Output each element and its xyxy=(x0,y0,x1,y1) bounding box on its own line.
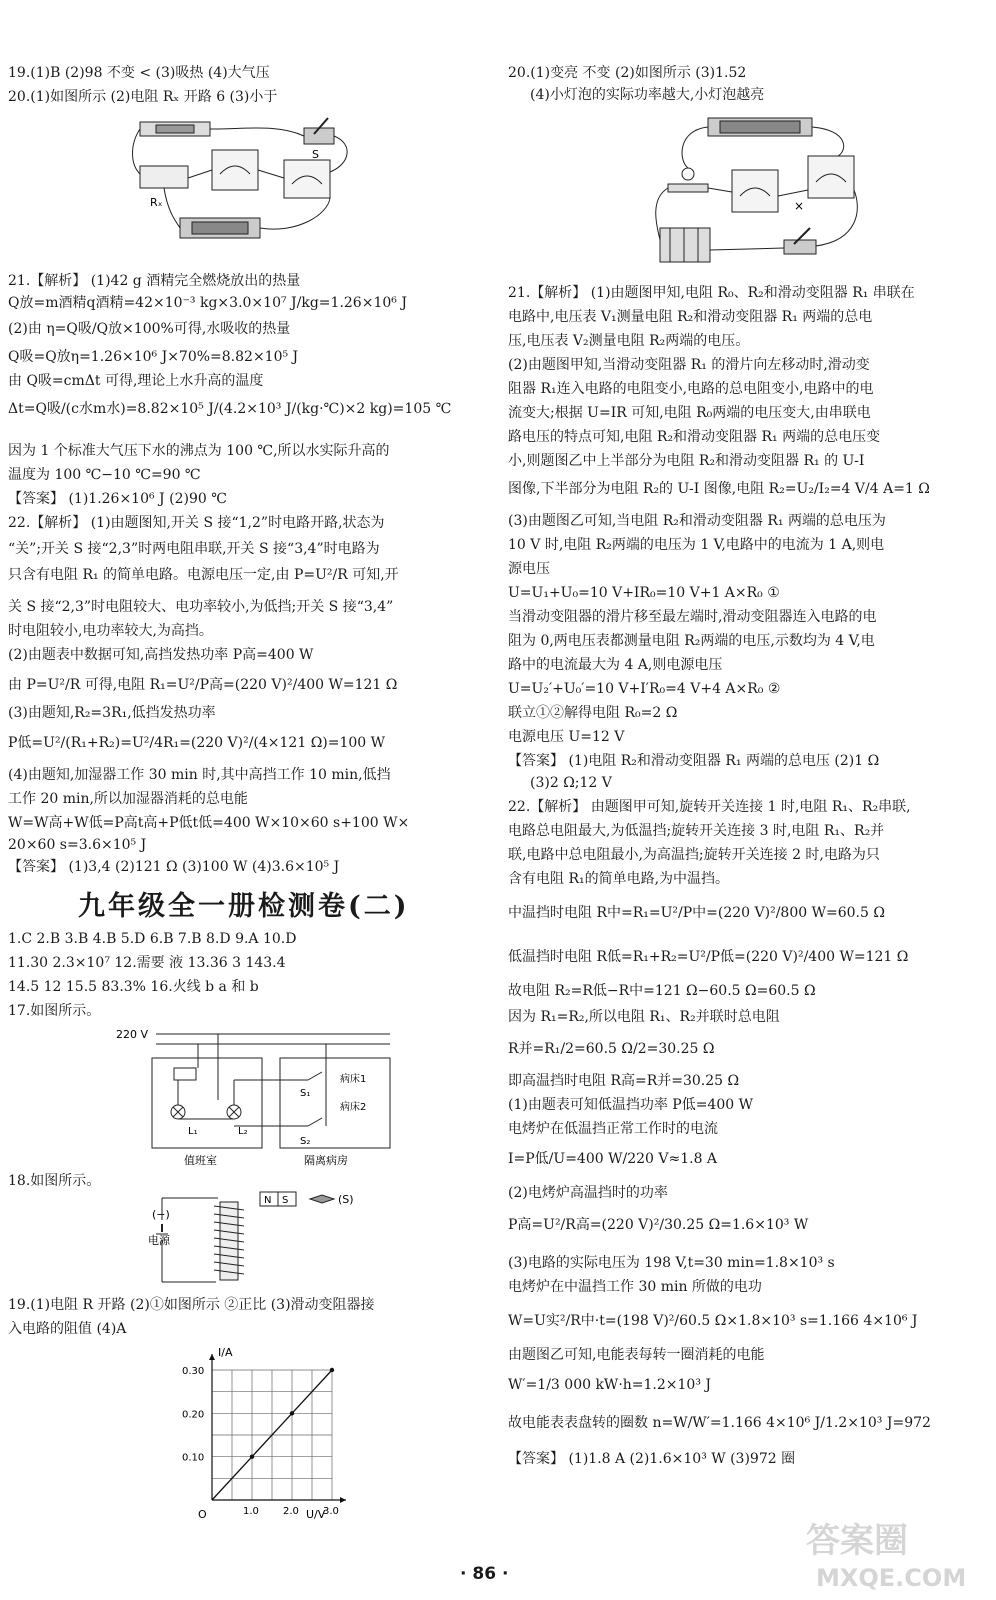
r-q22-line-11: (1)由题表可知低温挡功率 P低=400 W xyxy=(508,1097,753,1113)
q21-line-5: 由 Q吸=cmΔt 可得,理论上水升高的温度 xyxy=(8,373,264,389)
data-point xyxy=(330,1368,334,1372)
rx-label: Rₓ xyxy=(150,196,163,209)
minus-pole-label: (−) xyxy=(152,1208,170,1221)
q21-line-4: Q吸=Q放η=1.26×10⁶ J×70%=8.82×10⁵ J xyxy=(8,349,299,365)
q21-line-2: Q放=m酒精q酒精=42×10⁻³ kg×3.0×10⁷ J/kg=1.26×10⁶ J xyxy=(8,295,407,311)
bed2-label: 病床2 xyxy=(340,1102,367,1113)
q22-answer: 【答案】 (1)3,4 (2)121 Ω (3)100 W (4)3.6×10⁵ J xyxy=(8,859,340,875)
r-q22-line-13: I=P低/U=400 W/220 V≈1.8 A xyxy=(508,1151,718,1167)
x-tick-label: 1.0 xyxy=(243,1506,259,1517)
r-q21-eq1: U=U₁+U₀=10 V+IR₀=10 V+1 A×R₀ ① xyxy=(508,585,780,601)
answer-19: 19.(1)B (2)98 不变 < (3)吸热 (4)大气压 xyxy=(8,65,270,81)
q22-line-8: (3)由题知,R₂=3R₁,低挡发热功率 xyxy=(8,705,216,721)
r-q22-line-21: 故电能表表盘转的圈数 n=W/W′=1.166 4×10⁶ J/1.2×10³ J=972 xyxy=(508,1415,931,1431)
q22-line-9: P低=U²/(R₁+R₂)=U²/4R₁=(220 V)²/(4×121 Ω)=100 W xyxy=(8,735,386,751)
y-axis-arrow-icon xyxy=(209,1354,215,1360)
fill-answers-1: 11.30 2.3×10⁷ 12.需要 液 13.36 3 143.4 xyxy=(8,955,286,971)
r-q21-line-8: 小,则题图乙中上半部分为电阻 R₂和滑动变阻器 R₁ 的 U-I xyxy=(508,453,865,469)
r-q21-line-18: 联立①②解得电阻 R₀=2 Ω xyxy=(508,705,678,721)
r-q22-line-15: P高=U²/R高=(220 V)²/30.25 Ω=1.6×10³ W xyxy=(508,1217,809,1233)
watermark-url: MXQE.COM xyxy=(816,1564,967,1592)
q21-line-7: 因为 1 个标准大气压下水的沸点为 100 ℃,所以水实际升高的 xyxy=(8,443,390,459)
q22-line-13: 20×60 s=3.6×10⁵ J xyxy=(8,837,147,853)
q22-line-11: 工作 20 min,所以加湿器消耗的总电能 xyxy=(8,791,248,807)
l2-label: L₂ xyxy=(238,1126,248,1137)
r-q22-line-16: (3)电路的实际电压为 198 V,t=30 min=1.8×10³ s xyxy=(508,1255,835,1271)
y-axis-label: I/A xyxy=(218,1346,233,1359)
r-q22-line-9: R并=R₁/2=60.5 Ω/2=30.25 Ω xyxy=(508,1041,715,1057)
x-tick-label: 2.0 xyxy=(283,1506,299,1517)
x-axis-arrow-icon xyxy=(340,1497,346,1503)
r-q21-line-15: 阻为 0,两电压表都测量电阻 R₂两端的电压,示数均为 4 V,电 xyxy=(508,633,875,649)
q19-line-2: 入电路的阻值 (4)A xyxy=(8,1321,127,1337)
answer-17: 17.如图所示。 xyxy=(8,1003,101,1019)
r-q22-line-19: 由题图乙可知,电能表每转一圈消耗的电能 xyxy=(508,1347,765,1363)
answer-20-right-2: (4)小灯泡的实际功率越大,小灯泡越亮 xyxy=(530,87,765,103)
data-point xyxy=(290,1411,294,1415)
isolation-ward-label: 隔离病房 xyxy=(304,1154,348,1167)
circuit-figure-20-right xyxy=(648,110,878,270)
cross-mark-icon: × xyxy=(794,199,805,213)
power-source-label: 电源 xyxy=(148,1234,170,1247)
page-number: · 86 · xyxy=(460,1564,509,1584)
r-q21-line-5: 阻器 R₁连入电路的电阻变小,电路的总电阻变小,电路中的电 xyxy=(508,381,874,397)
r-q22-line-5: 中温挡时电阻 R中=R₁=U²/P中=(220 V)²/800 W=60.5 Ω xyxy=(508,905,885,921)
r-q22-line-6: 低温挡时电阻 R低=R₁+R₂=U²/P低=(220 V)²/400 W=121 Ω xyxy=(508,949,909,965)
section-title: 九年级全一册检测卷(二) xyxy=(78,891,410,922)
s-pole-label: S xyxy=(282,1195,289,1206)
q21-line-8: 温度为 100 ℃−10 ℃=90 ℃ xyxy=(8,467,201,483)
circuit-figure-20 xyxy=(128,114,358,259)
r-q22-line-2: 电路总电阻最大,为低温挡;旋转开关连接 3 时,电阻 R₁、R₂并 xyxy=(508,823,885,839)
r-q21-line-10: (3)由题图乙可知,当电阻 R₂和滑动变阻器 R₁ 两端的总电压为 xyxy=(508,513,886,529)
r-q22-line-17: 电烤炉在中温挡工作 30 min 所做的电功 xyxy=(508,1279,762,1295)
r-q22-line-14: (2)电烤炉高温挡时的功率 xyxy=(508,1185,668,1201)
s2-label: S₂ xyxy=(300,1136,311,1147)
origin-label: O xyxy=(198,1508,207,1521)
q21-line-3: (2)由 η=Q吸/Q放×100%可得,水吸收的热量 xyxy=(8,321,291,337)
q22-line-6: (2)由题表中数据可知,高挡发热功率 P高=400 W xyxy=(8,647,314,663)
q22-line-10: (4)由题知,加湿器工作 30 min 时,其中高挡工作 10 min,低挡 xyxy=(8,767,391,783)
q22-line-2: “关”;开关 S 接“2,3”时两电阻串联,开关 S 接“3,4”时电路为 xyxy=(8,541,380,557)
circuit-figure-17 xyxy=(108,1020,398,1170)
needle-s-label: (S) xyxy=(338,1193,354,1206)
q22-line-5: 时电阻较小,电功率较大,为高挡。 xyxy=(8,623,213,639)
bed1-label: 病床1 xyxy=(340,1074,367,1085)
fill-answers-2: 14.5 12 15.5 83.3% 16.火线 b a 和 b xyxy=(8,979,259,995)
r-q22-line-10: 即高温挡时电阻 R高=R并=30.25 Ω xyxy=(508,1073,740,1089)
r-q21-line-1: 21.【解析】 (1)由题图甲知,电阻 R₀、R₂和滑动变阻器 R₁ 串联在 xyxy=(508,285,915,301)
answer-20: 20.(1)如图所示 (2)电阻 Rₓ 开路 6 (3)小于 xyxy=(8,89,278,105)
watermark-text: 答案圈 xyxy=(806,1521,908,1561)
r-q21-line-14: 当滑动变阻器的滑片移至最左端时,滑动变阻器连入电路的电 xyxy=(508,609,877,625)
q22-line-3: 只含有电阻 R₁ 的简单电路。电源电压一定,由 P=U²/R 可知,开 xyxy=(8,567,399,583)
switch-s-label: S xyxy=(312,148,319,161)
r-q21-line-2: 电路中,电压表 V₁测量电阻 R₂和滑动变阻器 R₁ 两端的总电 xyxy=(508,309,873,325)
n-pole-label: N xyxy=(264,1195,272,1206)
r-q22-answer: 【答案】 (1)1.8 A (2)1.6×10³ W (3)972 圈 xyxy=(508,1451,796,1467)
r-q21-line-12: 源电压 xyxy=(508,561,550,577)
r-q22-line-12: 电烤炉在低温挡正常工作时的电流 xyxy=(508,1121,718,1137)
iu-graph xyxy=(168,1342,358,1522)
s1-label: S₁ xyxy=(300,1088,311,1099)
q21-answer: 【答案】 (1)1.26×10⁶ J (2)90 ℃ xyxy=(8,491,227,507)
y-tick-label: 0.20 xyxy=(182,1409,205,1421)
r-q22-line-3: 联,电路中总电阻最小,为高温挡;旋转开关连接 2 时,电路为只 xyxy=(508,847,880,863)
r-q21-line-16: 路中的电流最大为 4 A,则电源电压 xyxy=(508,657,723,673)
r-q22-line-20: W′=1/3 000 kW·h=1.2×10³ J xyxy=(508,1377,712,1393)
r-q21-answer-2: (3)2 Ω;12 V xyxy=(530,775,612,791)
r-q21-line-11: 10 V 时,电阻 R₂两端的电压为 1 V,电路中的电流为 1 A,则电 xyxy=(508,537,885,553)
q22-line-4: 关 S 接“2,3”时电阻较大、电功率较小,为低挡;开关 S 接“3,4” xyxy=(8,599,394,615)
y-tick-label: 0.30 xyxy=(182,1366,205,1377)
x-tick-label: 3.0 xyxy=(323,1506,339,1517)
r-q21-line-6: 流变大;根据 U=IR 可知,电阻 R₀两端的电压变大,由串联电 xyxy=(508,405,871,421)
q22-line-7: 由 P=U²/R 可得,电阻 R₁=U²/P高=(220 V)²/400 W=121 Ω xyxy=(8,677,398,693)
q19-line-1: 19.(1)电阻 R 开路 (2)①如图所示 ②正比 (3)滑动变阻器接 xyxy=(8,1297,375,1313)
y-tick-label: 0.10 xyxy=(182,1452,205,1464)
data-point xyxy=(250,1454,254,1458)
q22-line-1: 22.【解析】 (1)由题图知,开关 S 接“1,2”时电路开路,状态为 xyxy=(8,515,385,531)
r-q21-line-4: (2)由题图甲知,当滑动变阻器 R₁ 的滑片向左移动时,滑动变 xyxy=(508,357,870,373)
r-q21-line-19: 电源电压 U=12 V xyxy=(508,729,625,745)
r-q22-line-4: 含有电阻 R₁的简单电路,为中温挡。 xyxy=(508,871,730,887)
voltage-label: 220 V xyxy=(116,1028,149,1041)
r-q21-answer: 【答案】 (1)电阻 R₂和滑动变阻器 R₁ 两端的总电压 (2)1 Ω xyxy=(508,753,880,769)
r-q22-line-18: W=U实²/R中·t=(198 V)²/60.5 Ω×1.8×10³ s=1.166 4×10⁶ J xyxy=(508,1313,918,1329)
electromagnet-figure-18 xyxy=(138,1190,378,1290)
duty-room-label: 值班室 xyxy=(184,1154,217,1167)
x-axis-label: U/V xyxy=(306,1508,326,1521)
q22-line-12: W=W高+W低=P高t高+P低t低=400 W×10×60 s+100 W× xyxy=(8,815,410,831)
answer-18: 18.如图所示。 xyxy=(8,1173,101,1189)
choice-answers: 1.C 2.B 3.B 4.B 5.D 6.B 7.B 8.D 9.A 10.D xyxy=(8,931,297,947)
l1-label: L₁ xyxy=(188,1126,198,1137)
r-q22-line-8: 因为 R₁=R₂,所以电阻 R₁、R₂并联时总电阻 xyxy=(508,1009,780,1025)
q21-line-1: 21.【解析】 (1)42 g 酒精完全燃烧放出的热量 xyxy=(8,273,301,289)
q21-line-6: Δt=Q吸/(c水m水)=8.82×10⁵ J/(4.2×10³ J/(kg·℃)×2 kg)=105 ℃ xyxy=(8,401,452,417)
r-q21-line-9: 图像,下半部分为电阻 R₂的 U-I 图像,电阻 R₂=U₂/I₂=4 V/4 A=1 Ω xyxy=(508,481,930,497)
r-q21-line-7: 路电压的特点可知,电阻 R₂和滑动变阻器 R₁ 两端的总电压变 xyxy=(508,429,881,445)
r-q21-line-3: 压,电压表 V₂测量电阻 R₂两端的电压。 xyxy=(508,333,750,349)
answer-20-right: 20.(1)变亮 不变 (2)如图所示 (3)1.52 xyxy=(508,65,747,81)
r-q22-line-7: 故电阻 R₂=R低−R中=121 Ω−60.5 Ω=60.5 Ω xyxy=(508,983,816,999)
watermark-logo xyxy=(800,1512,986,1592)
r-q22-line-1: 22.【解析】 由题图甲可知,旋转开关连接 1 时,电阻 R₁、R₂串联, xyxy=(508,799,911,815)
r-q21-eq2: U=U₂′+U₀′=10 V+I′R₀=4 V+4 A×R₀ ② xyxy=(508,681,781,697)
